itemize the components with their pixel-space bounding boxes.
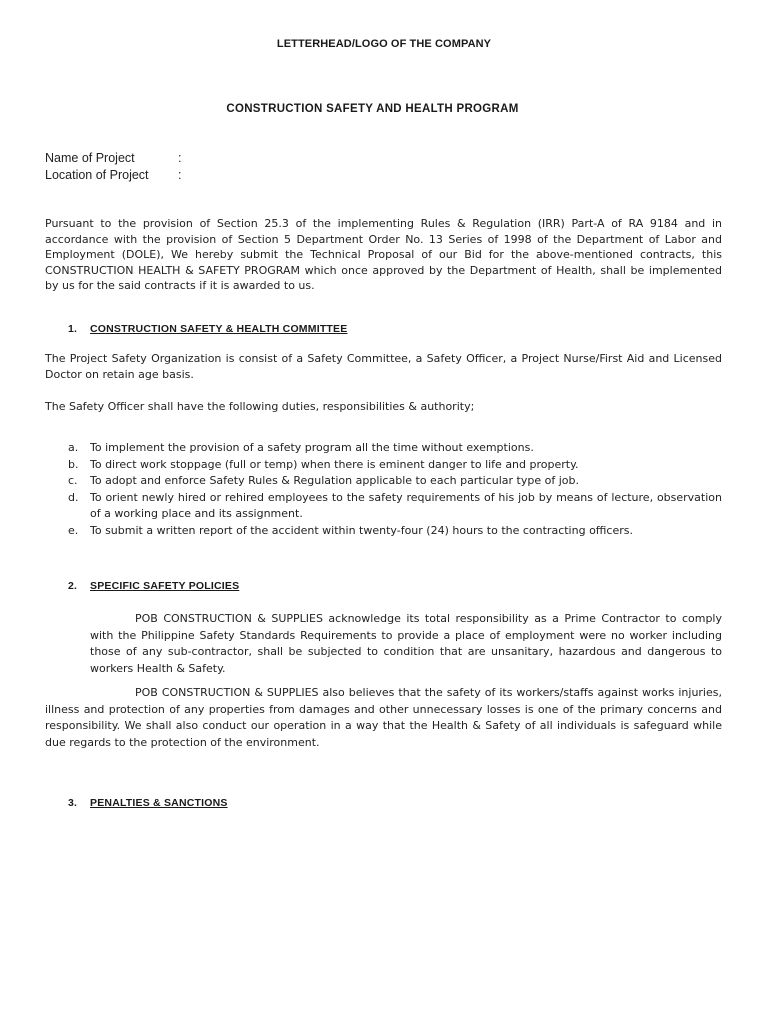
list-item [68,473,722,490]
section-1-number: 1. [68,323,78,335]
section-1-paragraph: The Project Safety Organization is consist of a Safety Committee, a Safety Officer, a Project Nurse/First Aid and Licensed Doctor on retain age basis. [45,352,722,381]
section-2-heading [68,580,239,592]
list-item-text: To submit a written report of the accident within twenty-four (24) hours to the contracting officers. [90,523,633,537]
section-1-duties-intro: The Safety Officer shall have the following duties, responsibilities & authority; [45,400,475,413]
project-location-field [45,167,181,183]
list-item-text: To orient newly hired or rehired employees to the safety requirements of his job by means of lecture, observation of a working place and its assignment. [90,490,722,520]
duties-list [68,440,722,539]
project-location-label: Location of Project [45,168,149,182]
section-3-heading [68,797,228,809]
list-item [68,523,722,540]
list-item-text: To direct work stoppage (full or temp) when there is eminent danger to life and property. [90,457,579,471]
project-location-separator: : [178,168,182,182]
letterhead: LETTERHEAD/LOGO OF THE COMPANY [276,38,492,50]
section-1-heading [68,323,347,335]
section-3-title: PENALTIES & SANCTIONS [90,797,228,809]
section-1-title: CONSTRUCTION SAFETY & HEALTH COMMITTEE [90,323,348,335]
list-marker: e. [68,523,79,537]
section-2-number: 2. [68,580,78,592]
list-marker: d. [68,490,79,504]
list-item [68,457,722,474]
page-title: CONSTRUCTION SAFETY AND HEALTH PROGRAM [226,103,519,115]
project-name-label: Name of Project [45,151,135,165]
list-item-text: To adopt and enforce Safety Rules & Regulation applicable to each particular type of job. [90,474,579,487]
list-marker: c. [68,474,78,487]
section-3-number: 3. [68,797,78,809]
project-name-separator: : [178,151,182,165]
section-2-title: SPECIFIC SAFETY POLICIES [90,580,240,592]
list-marker: a. [68,441,79,454]
list-item-text: To implement the provision of a safety program all the time without exemptions. [90,441,534,454]
list-item [68,440,722,457]
intro-paragraph: Pursuant to the provision of Section 25.3 of the implementing Rules & Regulation (IRR) Part-A of RA 9184 and in accordance with the provision of Section 5 Department Order No. 13 Series of 1998 of the Department of Labor and Employment (DOLE), We hereby submit the Technical Proposal of our Bid for the above-mentioned contracts, this CONSTRUCTION HEALTH & SAFETY PROGRAM which once approved by the Department of Health, shall be implemented by us for the said contracts if it is awarded to us. [45,217,722,292]
list-marker: b. [68,457,79,471]
project-name-field [45,150,181,166]
section-2-paragraph-2: POB CONSTRUCTION & SUPPLIES also believes that the safety of its workers/staffs against works injuries, illness and protection of any properties from damages and other unnecessary losses is one of the primary concerns and responsibility. We shall also conduct our operation in a way that the Health & Safety of all individuals is safeguard while due regards to the protection of the environment. [45,686,722,749]
list-item [68,490,722,523]
section-2-paragraph-1: POB CONSTRUCTION & SUPPLIES acknowledge its total responsibility as a Prime Contractor to comply with the Philippine Safety Standards Requirements to provide a place of employment were no worker including those of any sub-contractor, shall be subjected to condition that are unsanitary, hazardous and dangerous to workers Health & Safety. [90,612,722,675]
